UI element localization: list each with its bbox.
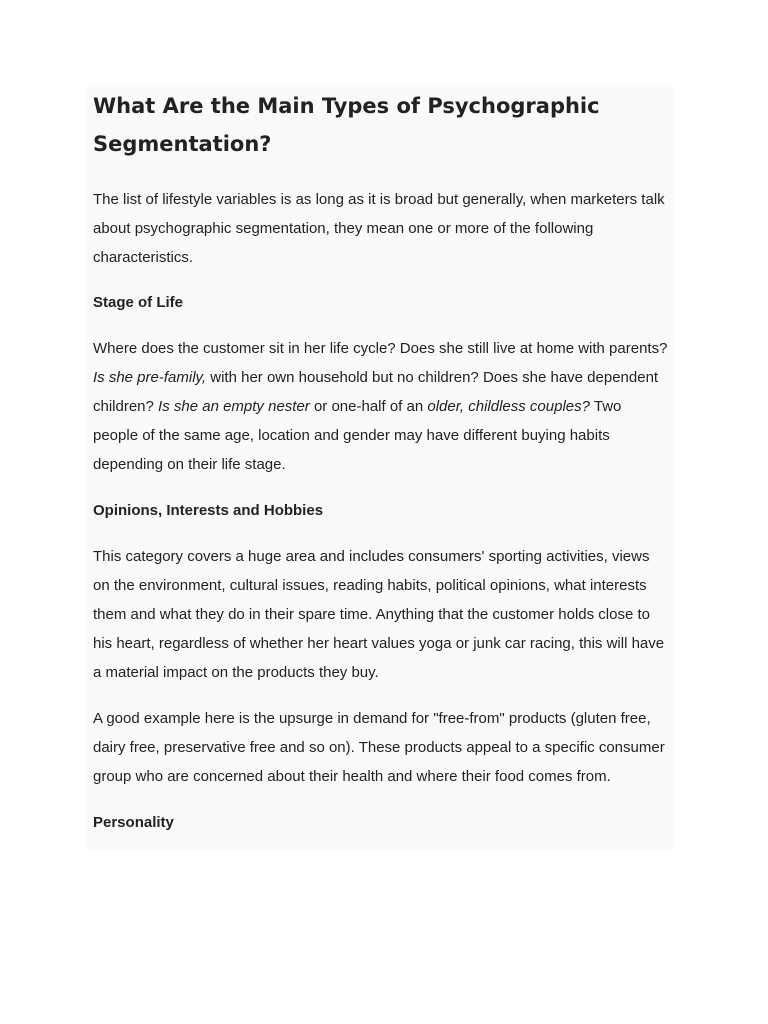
- text-run: or one-half of an: [309, 398, 428, 415]
- example-paragraph: A good example here is the upsurge in demand for "free-from" products (gluten free, dairy free, preservative free and so on). These products appeal to a specific consumer group who are concerned about their health and where their food comes from.: [93, 710, 665, 785]
- italic-run: older, childless couples?: [427, 398, 590, 415]
- intro-paragraph: The list of lifestyle variables is as long as it is broad but generally, when marketers talk about psychographic segmentation, they mean one or more of the following characteristics.: [93, 191, 665, 266]
- text-run: Where does the customer sit in her life cycle? Does she still live at home with parents?: [93, 340, 668, 357]
- article-title: What Are the Main Types of Psychographic Segmentation?: [93, 94, 600, 156]
- section-heading-opinions: Opinions, Interests and Hobbies: [93, 502, 324, 519]
- italic-run: Is she an empty nester: [158, 398, 310, 415]
- section-heading-personality: Personality: [93, 814, 174, 831]
- text-run: with her own household but no children? Does she have dependent children?: [93, 369, 659, 415]
- section-heading-stage-of-life: Stage of Life: [93, 294, 184, 311]
- italic-run: Is she pre-family,: [93, 369, 207, 386]
- article-body: [87, 87, 674, 850]
- stage-of-life-paragraph: [93, 334, 668, 479]
- opinions-paragraph: This category covers a huge area and includes consumers' sporting activities, views on the environment, cultural issues, reading habits, political opinions, what interests them and what they do in their spare time. Anything that the customer holds close to his heart, regardless of whether her heart values yoga or junk car racing, this will have a material impact on the products they buy.: [93, 548, 665, 681]
- text-run: Two people of the same age, location and gender may have different buying habits depending on their life stage.: [93, 398, 622, 473]
